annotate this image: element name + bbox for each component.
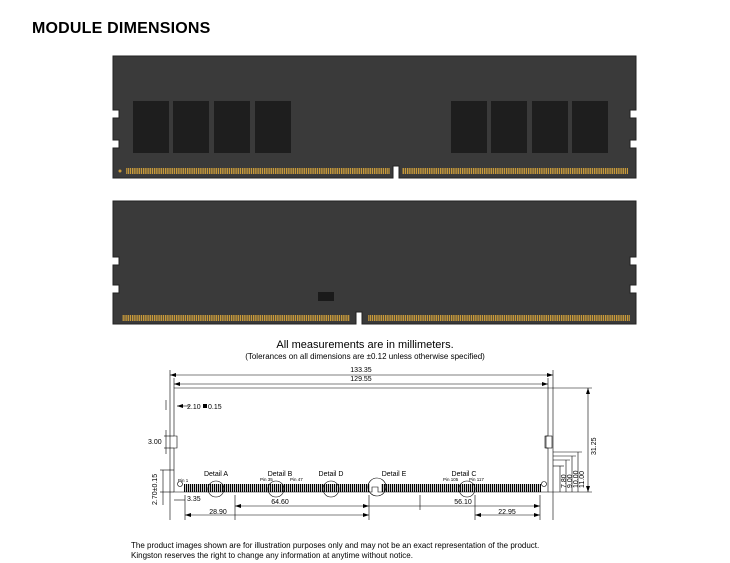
detail-b-label: Detail B xyxy=(267,471,293,478)
dim-h-10: 10.00 xyxy=(573,470,580,488)
disclaimer-line-2: Kingston reserves the right to change any information at anytime without notice. xyxy=(131,551,413,560)
dim-right-to-key: 22.95 xyxy=(498,509,516,516)
dim-h-7: 7.80 xyxy=(561,474,568,488)
dim-right-span: 56.10 xyxy=(454,499,472,506)
pin-label-47: Pin 47 xyxy=(290,477,303,482)
pin-label-35: Pin 35 xyxy=(260,477,273,482)
dim-pin1-offset: 3.35 xyxy=(187,496,201,503)
dim-notch-height: 3.00 xyxy=(148,439,162,446)
dim-inner-length: 129.55 xyxy=(350,376,372,383)
dim-left-to-key: 28.90 xyxy=(209,509,227,516)
pin-label-105: Pin 105 xyxy=(443,477,459,482)
tolerance-note: (Tolerances on all dimensions are ±0.12 unless otherwise specified) xyxy=(245,352,485,361)
dim-h-11: 11.00 xyxy=(579,471,586,488)
detail-c-label: Detail C xyxy=(451,471,477,478)
dim-overall-length: 133.35 xyxy=(350,367,372,374)
disclaimer-line-1: The product images shown are for illustration purposes only and may not be an exact representation of the product. xyxy=(131,541,540,550)
detail-e-label: Detail E xyxy=(381,471,407,478)
pin-label-1: Pin 1 xyxy=(178,478,189,483)
disclaimer xyxy=(131,541,539,561)
dim-hole-dia: 2.10 xyxy=(187,404,201,411)
dim-hole-tol: 0.15 xyxy=(208,404,222,411)
dim-h-9: 9.00 xyxy=(567,474,574,488)
drawing-pins-right xyxy=(381,484,541,492)
pin-label-117: Pin 117 xyxy=(469,477,484,482)
detail-a-label: Detail A xyxy=(203,471,229,478)
dim-height-total: 31.25 xyxy=(591,437,598,455)
module-outline xyxy=(174,388,548,492)
dim-pin-span: 64.60 xyxy=(271,499,289,506)
dim-edge-height: 2.70±0.15 xyxy=(152,473,159,505)
measurement-note: All measurements are in millimeters. xyxy=(276,339,454,351)
detail-d-label: Detail D xyxy=(318,471,344,478)
drawing-pins-left xyxy=(184,484,370,492)
page-title: MODULE DIMENSIONS xyxy=(32,20,211,37)
